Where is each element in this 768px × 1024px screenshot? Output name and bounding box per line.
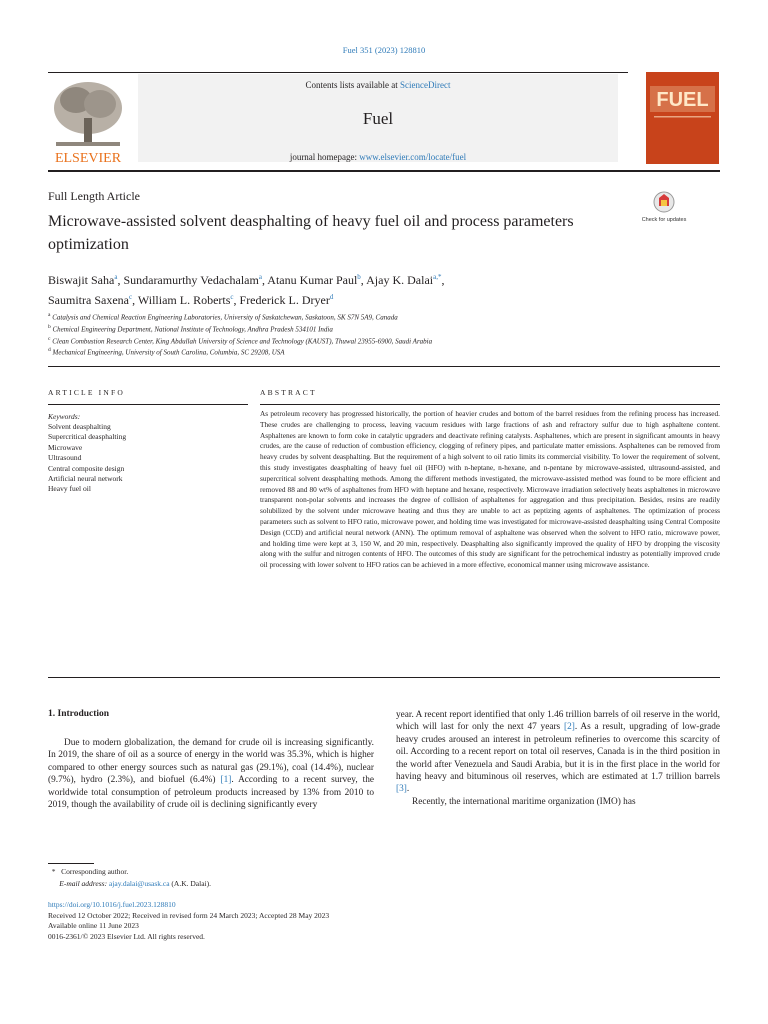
article-info-rule: [48, 404, 248, 405]
affiliation-item: [48, 323, 668, 335]
reference-link[interactable]: [1]: [220, 775, 232, 786]
journal-cover-image: [646, 72, 719, 164]
corresponding-note: * Corresponding author.: [48, 867, 129, 876]
email-link[interactable]: ajay.dalai@usask.ca: [108, 879, 170, 888]
author-affiliation-mark[interactable]: a: [258, 273, 262, 281]
intro-text: . According to a recent survey, the worldwide total consumption of petroleum products increased by 13% from 2010 to 2019, though the availability of crude oil is declining significantly every: [48, 775, 374, 811]
received-dates: Received 12 October 2022; Received in revised form 24 March 2023; Accepted 28 May 2023: [48, 910, 330, 920]
keyword-item: Central composite design: [48, 463, 125, 473]
doi-link[interactable]: https://doi.org/10.1016/j.fuel.2023.128810: [48, 900, 176, 909]
affiliation-text: Catalysis and Chemical Reaction Engineering Laboratories, University of Saskatchewan, Saskatoon, SK S7N 5A9, Canada: [52, 313, 398, 322]
check-updates-icon: [641, 190, 687, 230]
affiliation-text: Chemical Engineering Department, National Institute of Technology, Andhra Pradesh 534101 India: [52, 325, 333, 334]
check-updates-text: Check for updates: [641, 217, 687, 223]
tree-logo-icon: [48, 78, 128, 164]
abstract-text: As petroleum recovery has progressed historically, the portion of heavier crudes and bottom of the barrel residues from the refining process has increased. These crudes are challenging to process, leaving vacuum residues with large fractions of ash and refractory sulfur due to high asphaltene content. Asphaltenes are known to form coke in catalytic upgraders and deactivate refining catalysts. Asphaltenes, which are present in significant amounts in heavy crudes, are the cause of reduction of combustion efficiency, clogging of refinery pipes, and particulate matter emissions. Asphaltenes can be removed from heavy crudes by solvent deasphalting. But the requirement of a high solvent to oil ratio limits its commercial visibility. To lower the requirement of solvent, this study investigates deasphalting of heavy fuel oil (HFO) with n-heptane, n-hexane, and n-pentane by microwave-assisted, ultrasound-assisted, and supercritical solvent deasphalting methods. Among the different methods investigated, the microwave-assisted method was found to be more efficient and removed 88 and 80 wt% of asphaltenes from HFO with heptane and hexane, respectively. Microwave irradiation selectively heats asphaltenes in microwave transparent non-polar solvents and increases the degree of collision of asphaltenes for aggregation and thus precipitation. Besides, resins are readily solubilized by the solvent under microwave heating and thus they are unable to act as peptizing agents of asphaltenes. The optimization of process parameters such as solvent to HFO ratio, microwave power, and holding time was investigated for microwave-assisted deasphalting using Central Composite Design (CCD) and artificial neural network (ANN). The optimum removal of asphaltene was observed when the solvent to HFO ratio, microwave power, and holding time were kept at 3, 150 W, and 20 min, respectively. Deasphalting also significantly improved the quality of HFO by dropping the viscosity along with the sulfur and nitrogen contents of HFO. The outcomes of this study are significant for the petrochemical industry as potentially improved crude oil processing with lower solvent to HFO ratios can be achieved in a more effective, economical manner using microwave assistance.: [260, 409, 720, 570]
online-date: Available online 11 June 2023: [48, 921, 139, 930]
sciencedirect-link[interactable]: ScienceDirect: [400, 80, 451, 90]
author-affiliation-mark[interactable]: a,*: [433, 273, 442, 281]
intro-text: Due to modern globalization, the demand for crude oil is increasing significantly. In 2019, the share of oil as a source of energy in the world was 35.3%, which is higher compared to other energy sources such as natural gas (29.1%), coal (14.4%), nuclear (9.7%), hydro (2.3%), and biofuel (6.4%): [48, 738, 374, 786]
author-list: Biswajit Saha$^a$, Sundaramurthy Vedachalam$^a$, Atanu Kumar Paul$^b$, Ajay K. Dalai$^{a,*}$, Saumitra Saxena$^c$, William L. Roberts$^c$, Frederick L. Dryer$^d$: [48, 273, 445, 307]
intro-right-column: [396, 709, 720, 808]
keyword-item: Artificial neural network: [48, 474, 123, 484]
article-title: Microwave-assisted solvent deasphalting of heavy fuel oil and process parameters optimization: [48, 213, 574, 253]
homepage-prefix: journal homepage:: [289, 152, 360, 162]
check-for-updates-button[interactable]: [641, 190, 687, 230]
intro-text: year. A recent report identified that only 1.46 trillion barrels of oil reserve in the world, which will last for only the next 47 years: [396, 710, 720, 733]
homepage-line: [138, 152, 618, 162]
author[interactable]: Sundaramurthy Vedachalam: [123, 273, 259, 287]
email-label: E-mail address:: [59, 879, 108, 888]
section-divider: [48, 366, 720, 367]
author[interactable]: Saumitra Saxena: [48, 293, 129, 307]
affiliation-mark: a: [48, 312, 51, 318]
affiliation-mark: c: [48, 335, 51, 342]
intro-left-column: [48, 737, 374, 811]
abstract-rule: [260, 404, 720, 405]
author[interactable]: Biswajit Saha: [48, 273, 115, 287]
author[interactable]: William L. Roberts: [137, 293, 231, 307]
cover-title: FUEL: [656, 89, 709, 111]
author-affiliation-mark[interactable]: b: [357, 273, 361, 281]
affiliation-item: [48, 346, 668, 358]
keyword-item: Microwave: [48, 442, 83, 452]
affiliation-text: Mechanical Engineering, University of South Carolina, Columbia, SC 29208, USA: [52, 348, 285, 357]
author-affiliation-mark[interactable]: c: [128, 293, 133, 301]
affiliation-mark: d: [48, 347, 51, 354]
affiliations: [48, 311, 668, 358]
journal-cover[interactable]: [646, 72, 719, 164]
intro-paragraph: Recently, the international maritime organization (IMO) has: [412, 796, 636, 807]
keyword-item: Heavy fuel oil: [48, 484, 91, 494]
corresponding-author-text: Corresponding author.: [61, 867, 129, 876]
author[interactable]: Frederick L. Dryer: [239, 293, 330, 307]
publication-info: [48, 900, 329, 942]
copyright: 0016-2361/© 2023 Elsevier Ltd. All rights reserved.: [48, 931, 205, 941]
author-affiliation-mark[interactable]: a: [114, 273, 118, 281]
author-affiliation-mark[interactable]: c: [230, 293, 234, 301]
publisher-logo-text: ELSEVIER: [54, 151, 122, 166]
elsevier-logo[interactable]: [48, 78, 128, 164]
article-info-heading: ARTICLE INFO: [48, 388, 125, 397]
journal-name: Fuel: [362, 109, 394, 128]
intro-paragraph: [396, 709, 720, 796]
journal-citation[interactable]: Fuel 351 (2023) 128810: [342, 45, 426, 55]
reference-link[interactable]: [3]: [396, 784, 407, 795]
keyword-item: Supercritical deasphalting: [48, 432, 127, 442]
contents-line: [138, 80, 618, 90]
author[interactable]: Atanu Kumar Paul: [267, 273, 358, 287]
header-rule: [48, 170, 720, 172]
keyword-item: Solvent deasphalting: [48, 422, 111, 431]
contents-prefix: Contents lists available at: [305, 80, 400, 90]
introduction-heading: 1. Introduction: [48, 709, 110, 719]
abstract-heading: ABSTRACT: [260, 388, 317, 397]
reference-link[interactable]: [2]: [563, 722, 575, 733]
affiliation-text: Clean Combustion Research Center, King Abdullah University of Science and Technology (KAUST), Thuwal 23955-6900, Saudi Arabia: [52, 336, 433, 345]
keyword-item: Ultrasound: [48, 453, 82, 463]
journal-header: [138, 74, 618, 162]
footnotes: [48, 866, 211, 890]
email-note: [48, 878, 211, 890]
affiliation-mark: b: [48, 323, 51, 330]
email-owner: (A.K. Dalai).: [171, 879, 211, 888]
abstract-divider: [48, 677, 720, 678]
affiliation-item: [48, 311, 668, 323]
keyword-list: [48, 422, 126, 495]
author-affiliation-mark[interactable]: d: [329, 293, 334, 301]
keywords-label: Keywords:: [48, 412, 81, 421]
intro-text: .: [406, 784, 410, 795]
affiliation-item: [48, 335, 668, 347]
intro-text: . As a result, upgrading of low-grade heavy crudes aroused an interest in petroleum refineries to overcome this scarcity of oil. According to a recent report on total oil reserves, Canada is in the third position in the world after Venezuela and Saudi Arabia, but it is in the first place in the world for having heavy and bituminous oil reserves, which are estimated at 1.7 trillion barrels: [396, 722, 721, 783]
article-type: Full Length Article: [48, 189, 140, 203]
journal-homepage-link[interactable]: www.elsevier.com/locate/fuel: [359, 152, 467, 162]
footnote-rule: [48, 863, 94, 864]
author[interactable]: Ajay K. Dalai: [366, 273, 434, 287]
